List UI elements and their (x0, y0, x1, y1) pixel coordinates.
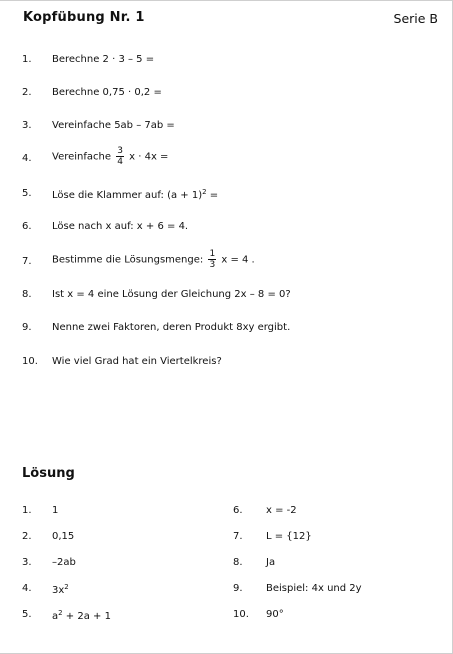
fraction-numerator: 3 (117, 146, 123, 156)
question-text: Berechne 0,75 · 0,2 = (52, 87, 162, 98)
solution-value: x = -2 (266, 505, 297, 516)
solution-value (52, 583, 69, 596)
question-text-suffix: x = 4 . (221, 254, 255, 266)
solution-number: 9. (233, 583, 243, 594)
question-text: Löse nach x auf: x + 6 = 4. (52, 221, 189, 232)
question-number: 7. (22, 256, 32, 267)
exponent: 2 (202, 188, 207, 196)
fraction (208, 249, 216, 270)
solution-value-base: a (52, 611, 59, 622)
solution-value: Beispiel: 4x und 2y (266, 583, 362, 594)
solution-number: 8. (233, 557, 243, 568)
solution-value: L = {12} (266, 531, 312, 542)
fraction (116, 146, 124, 167)
question-number: 9. (22, 322, 32, 333)
question-text: Wie viel Grad hat ein Viertelkreis? (52, 356, 222, 367)
solution-value: 1 (52, 505, 59, 516)
question-text-suffix: = (206, 190, 219, 201)
solution-value-base: 3x (52, 585, 65, 596)
question-text: Ist x = 4 eine Lösung der Gleichung 2x – 8 = 0? (52, 289, 291, 300)
question-number: 2. (22, 87, 32, 98)
fraction-denominator: 4 (117, 157, 123, 167)
question-text-suffix: x · 4x = (129, 151, 169, 163)
question-text: Vereinfache 5ab – 7ab = (52, 120, 175, 131)
question-text-prefix: Bestimme die Lösungsmenge: (52, 254, 204, 266)
solution-value: 90° (266, 609, 284, 620)
exponent: 2 (64, 583, 69, 591)
question-text: Berechne 2 · 3 – 5 = (52, 54, 155, 65)
question-number: 1. (22, 54, 32, 65)
question-number: 4. (22, 153, 32, 164)
solution-value: Ja (266, 557, 276, 568)
question-text: Nenne zwei Faktoren, deren Produkt 8xy ergibt. (52, 322, 291, 333)
question-number: 3. (22, 120, 32, 131)
exponent: 2 (58, 609, 63, 617)
solution-number: 6. (233, 505, 243, 516)
question-number: 5. (22, 188, 32, 199)
solution-value (52, 609, 111, 622)
question-number: 10. (22, 356, 38, 367)
solution-number: 2. (22, 531, 32, 542)
top-border-line (0, 0, 453, 1)
page-title: Kopfübung Nr. 1 (23, 10, 145, 25)
solution-number: 5. (22, 609, 32, 620)
fraction-numerator: 1 (209, 249, 216, 259)
question-text (52, 188, 218, 201)
solution-number: 7. (233, 531, 243, 542)
series-label: Serie B (393, 11, 438, 26)
solution-number: 10. (233, 609, 249, 620)
solution-number: 1. (22, 505, 32, 516)
question-number: 6. (22, 221, 32, 232)
question-text (52, 249, 255, 270)
fraction-denominator: 3 (209, 260, 216, 270)
solution-number: 4. (22, 583, 32, 594)
solution-value-rest: + 2a + 1 (62, 611, 111, 622)
solution-number: 3. (22, 557, 32, 568)
solution-value: 0,15 (52, 531, 75, 542)
question-number: 8. (22, 289, 32, 300)
solution-title: Lösung (22, 466, 75, 481)
question-text (52, 146, 168, 167)
solution-value: –2ab (52, 557, 76, 568)
question-text-prefix: Löse die Klammer auf: (a + 1) (52, 190, 203, 201)
question-text-prefix: Vereinfache (52, 151, 112, 163)
